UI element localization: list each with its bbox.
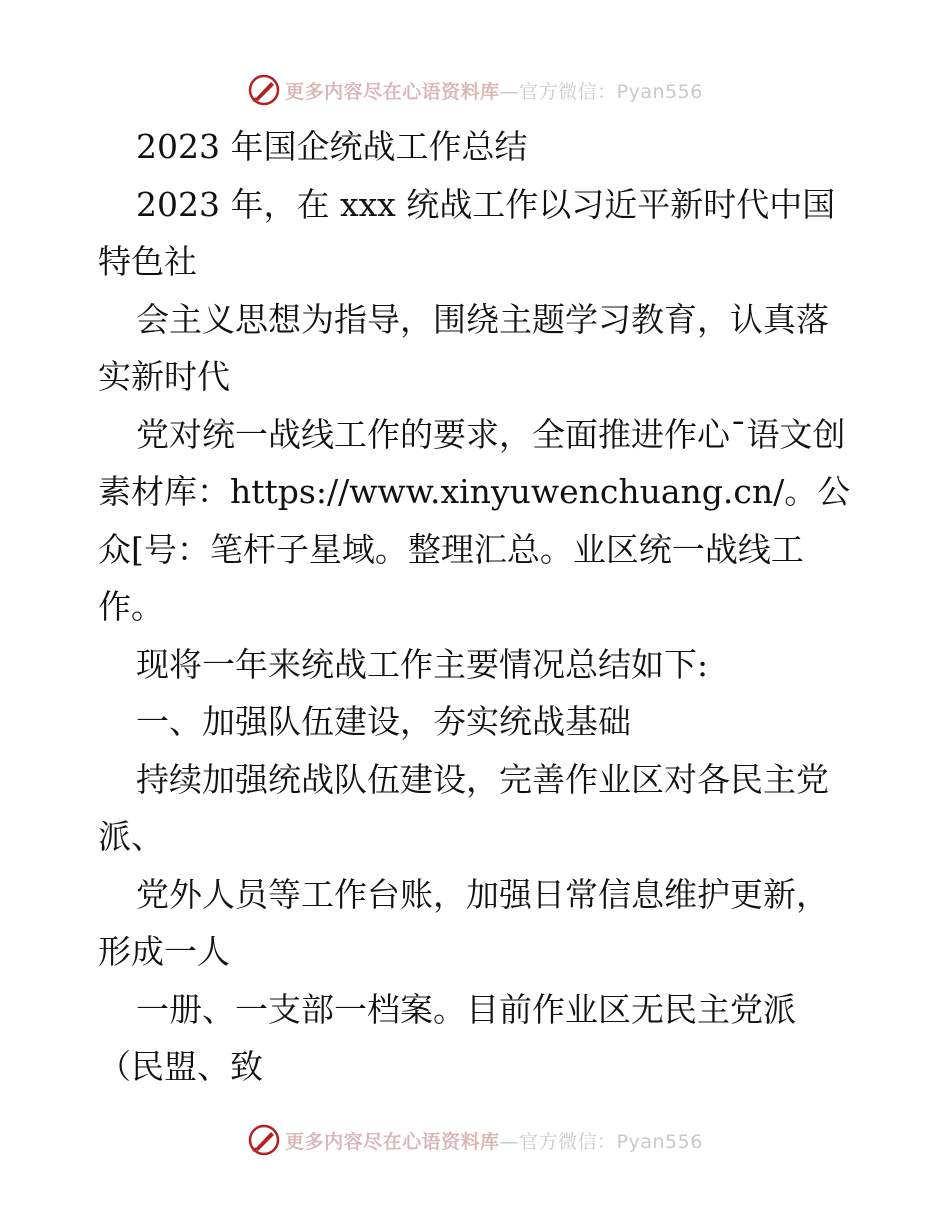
document-body — [98, 118, 858, 1096]
footer-watermark — [0, 1120, 950, 1160]
header-watermark — [0, 70, 950, 110]
document-title: 2023 年国企统战工作总结 — [136, 127, 528, 166]
paragraph: 一册、一支部一档案。目前作业区无民主党派（民盟、致 — [98, 989, 796, 1086]
quill-pen-circle-icon — [247, 73, 281, 107]
paragraph: 持续加强统战队伍建设，完善作业区对各民主党派、 — [98, 759, 829, 856]
paragraph: 2023 年，在 xxx 统战工作以习近平新时代中国特色社 — [98, 184, 836, 281]
paragraph: 党对统一战线工作的要求，全面推进作心¯语文创素材库：https://www.xinyuwenchuang.cn/。公众[号：笔杆子星域。整理汇总。业区统一战线工作。 — [98, 414, 851, 626]
paragraph: 党外人员等工作台账，加强日常信息维护更新，形成一人 — [98, 874, 829, 971]
quill-pen-circle-icon — [247, 1123, 281, 1157]
watermark-text: 更多内容尽在心语资料库—官方微信：Pyan556 — [285, 80, 703, 103]
paragraph: 现将一年来统战工作主要情况总结如下: — [136, 644, 709, 684]
paragraph: 会主义思想为指导，围绕主题学习教育，认真落实新时代 — [98, 299, 829, 396]
section-heading: 一、加强队伍建设，夯实统战基础 — [136, 702, 631, 741]
watermark-text: 更多内容尽在心语资料库—官方微信：Pyan556 — [285, 1130, 703, 1153]
